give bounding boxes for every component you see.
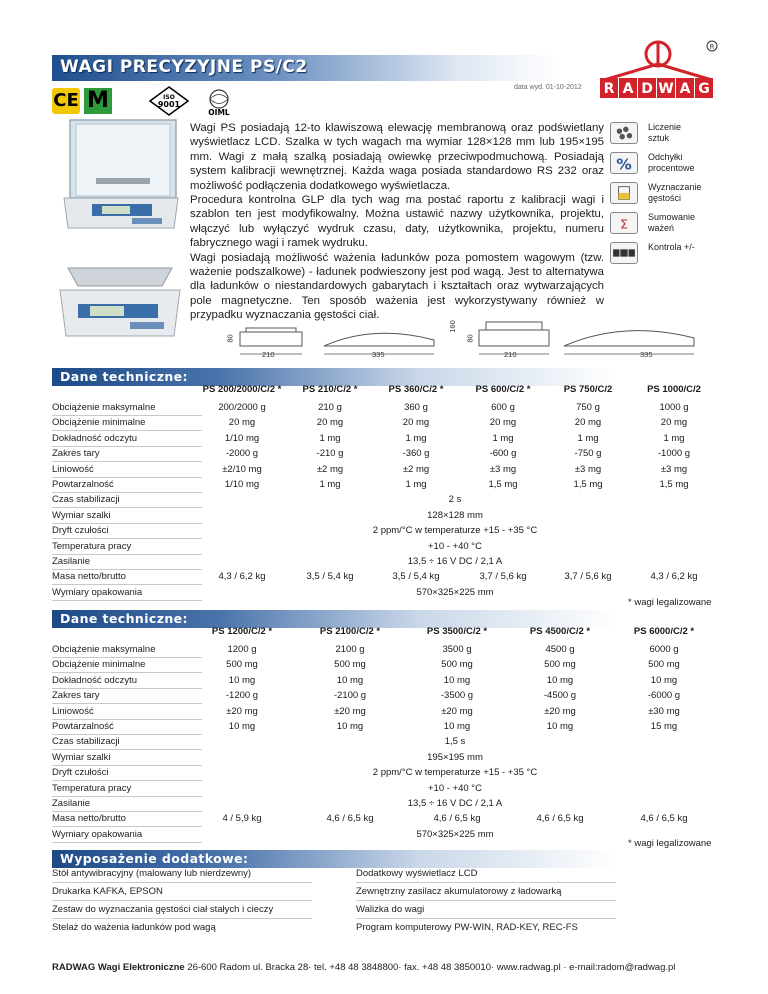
- table-cell: 20 mg: [574, 417, 602, 429]
- table-cell: -2100 g: [333, 690, 367, 702]
- row-label: Masa netto/brutto: [52, 813, 126, 825]
- table-cell: -4500 g: [543, 690, 577, 702]
- footer: [52, 962, 675, 973]
- table-cell: ±3 mg: [574, 463, 602, 475]
- model-header: PS 2100/C/2 *: [319, 626, 381, 637]
- table-cell: 1200 g: [227, 644, 257, 655]
- feature-label: sztuk: [648, 132, 670, 143]
- row-label: Wymiar szalki: [52, 509, 111, 521]
- accessory-item: Drukarka KAFKA, EPSON: [52, 886, 163, 897]
- row-label: Wymiary opakowania: [52, 586, 143, 598]
- table-cell: 500 mg: [334, 659, 366, 671]
- table-cell: 3500 g: [442, 644, 472, 655]
- table-cell: -1000 g: [657, 448, 691, 460]
- row-label: Czas stabilizacji: [52, 494, 120, 506]
- row-label: Powtarzalność: [52, 721, 114, 732]
- model-header: PS 600/C/2 *: [475, 384, 531, 395]
- product-description: [190, 121, 604, 323]
- footnote-legalized-2: * wagi legalizowane: [628, 838, 712, 849]
- mass-cell: 3,7 / 5,6 kg: [564, 571, 612, 583]
- row-label: Temperatura pracy: [52, 540, 132, 552]
- row-label: Obciążenie minimalne: [52, 417, 146, 429]
- model-header: PS 3500/C/2 *: [426, 626, 488, 637]
- table-cell: 200/2000 g: [218, 402, 266, 413]
- svg-text:G: G: [698, 81, 710, 97]
- row-label: Obciążenie maksymalne: [52, 402, 156, 413]
- ce-mark: CE: [52, 88, 80, 114]
- row-label: Dokładność odczytu: [52, 674, 138, 686]
- table-cell: 15 mg: [650, 721, 678, 732]
- table-cell: ±30 mg: [648, 705, 680, 717]
- feature-item: [610, 150, 720, 180]
- shared-cell: +10 - +40 °C: [428, 782, 482, 794]
- shared-cell: 2 s: [448, 494, 462, 506]
- feature-item: [610, 120, 720, 150]
- table-cell: -3500 g: [440, 690, 474, 702]
- table-cell: 1 mg: [319, 479, 341, 490]
- feature-label: Sumowanie: [648, 212, 696, 222]
- table-cell: 500 mg: [544, 659, 576, 671]
- row-label: Powtarzalność: [52, 479, 114, 490]
- table-cell: 20 mg: [402, 417, 430, 429]
- table-cell: 20 mg: [489, 417, 517, 429]
- row-label: Wymiar szalki: [52, 751, 111, 763]
- iso-top: ISO: [163, 94, 175, 101]
- shared-cell: +10 - +40 °C: [428, 540, 482, 552]
- table-cell: 10 mg: [336, 674, 364, 686]
- counting-icon: [610, 122, 638, 144]
- table-cell: 20 mg: [660, 417, 688, 429]
- table-cell: 10 mg: [546, 674, 574, 686]
- mass-cell: 3,7 / 5,6 kg: [479, 571, 527, 583]
- dim-height-a: 80: [225, 334, 235, 343]
- svg-text:W: W: [658, 81, 674, 97]
- table-cell: 750 g: [576, 402, 600, 413]
- row-label: Obciążenie minimalne: [52, 659, 146, 671]
- row-label: Temperatura pracy: [52, 782, 132, 794]
- shared-cell: 2 ppm/°C w temperaturze +15 - +35 °C: [372, 525, 538, 537]
- percent-icon: [610, 152, 638, 174]
- row-label: Dokładność odczytu: [52, 432, 138, 444]
- description-paragraph: Procedura kontrolna GLP dla tych wag ma postać raportu z kalibracji wagi i szablon ten jest modyfikowalny. Można ustawić nazwy użytkownika, projektu, włączyć lub wyłączyć wydruk czasu, daty, użytkownika, projektu, numeru fabrycznego wagi i ramek wydruku.: [190, 194, 604, 250]
- table-cell: 6000 g: [649, 644, 679, 655]
- feature-item: [610, 240, 720, 270]
- tech-table-2: [52, 624, 718, 839]
- package-cell: 570×325×225 mm: [416, 586, 494, 598]
- row-label: Zakres tary: [52, 690, 100, 702]
- section-header-tech-1: Dane techniczne:: [52, 368, 718, 386]
- mass-cell: 4,6 / 6,5 kg: [536, 813, 584, 825]
- svg-text:Σ: Σ: [619, 216, 629, 232]
- accessory-item: Stelaż do ważenia ładunków pod wagą: [52, 922, 216, 933]
- oiml-text: OIML: [208, 108, 230, 116]
- table-cell: -750 g: [574, 448, 602, 460]
- row-label: Zasilanie: [52, 556, 91, 567]
- row-label: Dryft czułości: [52, 525, 109, 537]
- footer-company: RADWAG Wagi Elektroniczne: [52, 962, 185, 973]
- shared-cell: 2 ppm/°C w temperaturze +15 - +35 °C: [372, 767, 538, 779]
- table-cell: 500 mg: [441, 659, 473, 671]
- table-cell: 10 mg: [228, 721, 256, 732]
- dim-width-a: 210: [262, 350, 275, 359]
- svg-text:A: A: [679, 81, 691, 97]
- table-cell: 1,5 mg: [659, 479, 689, 490]
- table-cell: ±20 mg: [226, 705, 258, 717]
- table-cell: ±2/10 mg: [222, 463, 262, 475]
- row-label: Czas stabilizacji: [52, 736, 120, 748]
- shared-cell: 13,5 ÷ 16 V DC / 2,1 A: [407, 798, 503, 809]
- package-cell: 570×325×225 mm: [416, 828, 494, 840]
- dim-height-b: 160: [447, 320, 457, 333]
- table-cell: 1000 g: [659, 402, 689, 413]
- row-label: Obciążenie maksymalne: [52, 644, 156, 655]
- radwag-logo: [598, 40, 718, 102]
- accessory-item: Stół antywibracyjny (malowany lub nierdzewny): [52, 868, 252, 879]
- table-cell: -6000 g: [647, 690, 681, 702]
- model-header: PS 360/C/2 *: [388, 384, 444, 395]
- table-cell: 20 mg: [228, 417, 256, 429]
- svg-text:%: %: [616, 155, 632, 174]
- product-photo-large-pan: [58, 250, 182, 340]
- m-mark: M: [84, 88, 112, 114]
- table-cell: 1/10 mg: [224, 479, 260, 490]
- table-cell: 1 mg: [577, 432, 599, 444]
- table-cell: 1,5 mg: [573, 479, 603, 490]
- model-header: PS 200/2000/C/2 *: [202, 384, 282, 395]
- feature-label: Liczenie: [648, 122, 682, 132]
- table-cell: ±2 mg: [402, 463, 430, 475]
- row-label: Zakres tary: [52, 448, 100, 460]
- feature-item: [610, 210, 720, 240]
- mass-cell: 4 / 5,9 kg: [222, 813, 262, 825]
- model-header: PS 1200/C/2 *: [211, 626, 273, 637]
- mass-cell: 4,3 / 6,2 kg: [218, 571, 266, 583]
- accessory-item: Dodatkowy wyświetlacz LCD: [356, 868, 478, 879]
- table-cell: 500 mg: [226, 659, 258, 671]
- accessory-item: Zestaw do wyznaczania gęstości ciał stałych i cieczy: [52, 904, 274, 915]
- feature-label: Kontrola +/-: [648, 242, 695, 252]
- table-cell: 10 mg: [443, 674, 471, 686]
- row-label: Zasilanie: [52, 798, 91, 809]
- page-title: WAGI PRECYZYJNE PS/C2: [60, 57, 308, 77]
- table-cell: -360 g: [402, 448, 430, 460]
- table-cell: 20 mg: [316, 417, 344, 429]
- mass-cell: 4,6 / 6,5 kg: [640, 813, 688, 825]
- footer-address: 26-600 Radom ul. Bracka 28· tel. +48 48 3848800· fax. +48 48 3850010· www.radwag.pl · e-mail:radom@radwag.pl: [187, 962, 676, 973]
- shared-cell: 195×195 mm: [427, 751, 483, 763]
- section-header-accessories: Wyposażenie dodatkowe:: [52, 850, 718, 868]
- table-cell: -2000 g: [225, 448, 259, 460]
- table-cell: 1 mg: [405, 479, 427, 490]
- iso-badge: [149, 86, 189, 116]
- dim-depth-a: 335: [372, 350, 385, 359]
- section-header-tech-2: Dane techniczne:: [52, 610, 718, 628]
- issue-date: data wyd. 01-10-2012: [514, 84, 582, 91]
- mass-cell: 4,3 / 6,2 kg: [650, 571, 698, 583]
- sum-icon: [610, 212, 638, 234]
- oiml-badge: [200, 88, 238, 116]
- dim-width-b: 210: [504, 350, 517, 359]
- row-label: Liniowość: [52, 705, 94, 717]
- table-cell: ±2 mg: [316, 463, 344, 475]
- svg-text:D: D: [641, 81, 653, 97]
- accessory-item: Walizka do wagi: [356, 904, 425, 915]
- feature-label: Odchyłki: [648, 152, 683, 162]
- tech-table-1: [52, 382, 718, 598]
- density-icon: [610, 182, 638, 204]
- feature-label: procentowe: [648, 162, 695, 173]
- table-cell: 10 mg: [336, 721, 364, 732]
- mass-cell: 4,6 / 6,5 kg: [433, 813, 481, 825]
- table-cell: ±20 mg: [441, 705, 473, 717]
- row-label: Masa netto/brutto: [52, 571, 126, 583]
- table-cell: 1 mg: [319, 432, 341, 444]
- shared-cell: 1,5 s: [444, 736, 466, 748]
- mass-cell: 3,5 / 5,4 kg: [392, 571, 440, 583]
- dim-depth-b: 335: [640, 350, 653, 359]
- table-cell: 1/10 mg: [224, 432, 260, 444]
- table-cell: -1200 g: [225, 690, 259, 702]
- table-cell: 1 mg: [405, 432, 427, 444]
- model-header: PS 210/C/2 *: [302, 384, 358, 395]
- table-cell: 210 g: [318, 402, 342, 413]
- description-paragraph: Wagi PS posiadają 12-to klawiszową elewację membranową oraz podświetlany wyświetlacz LCD. Szalka w tych wagach ma wymiar 128×128 mm lub 195×195 mm. Wagi z małą szalką posiadają owiewkę przeciwpodmuchową. Posiadają system kalibracji wewnętrznej. Każda waga posiada standardowo RS 232 oraz możliwość podłączenia dodatkowego wyświetlacza.: [190, 122, 604, 192]
- table-cell: 1 mg: [492, 432, 514, 444]
- description-paragraph: Wagi posiadają możliwość ważenia ładunków poza pomostem wagowym (tzw. ważenie podszalkowe) - ładunek podwieszony jest pod wagą. Jest to alternatywa dla ładunków o niestandardowych gabarytach i kształtach oraz wytwarzających pole magnetyczne. Ten sposób ważenia jest wykorzystywany również w przypadku wyznaczania gęstości ciał.: [190, 251, 604, 322]
- shared-cell: 128×128 mm: [427, 509, 483, 521]
- mass-cell: 3,5 / 5,4 kg: [306, 571, 354, 583]
- table-cell: -210 g: [316, 448, 344, 460]
- feature-item: [610, 180, 720, 210]
- svg-text:R: R: [709, 43, 715, 51]
- table-cell: ±3 mg: [660, 463, 688, 475]
- table-cell: 1 mg: [663, 432, 685, 444]
- table-cell: ±3 mg: [489, 463, 517, 475]
- model-header: PS 4500/C/2 *: [529, 626, 591, 637]
- table-cell: 10 mg: [546, 721, 574, 732]
- feature-label: Wyznaczanie: [648, 182, 702, 192]
- accessory-item: Zewnętrzny zasilacz akumulatorowy z ładowarką: [356, 886, 562, 897]
- table-cell: ±20 mg: [544, 705, 576, 717]
- table-cell: 4500 g: [545, 644, 575, 655]
- mass-cell: 4,6 / 6,5 kg: [326, 813, 374, 825]
- table-cell: 10 mg: [650, 674, 678, 686]
- title-bar: [52, 55, 560, 81]
- accessories-list: [52, 866, 718, 946]
- svg-text:A: A: [622, 81, 634, 97]
- model-header: PS 6000/C/2 *: [633, 626, 695, 637]
- model-header: PS 1000/C/2: [647, 384, 701, 395]
- checkweigh-icon: [610, 242, 638, 264]
- feature-label: ważeń: [648, 222, 675, 233]
- table-cell: 1,5 mg: [488, 479, 518, 490]
- accessory-item: Program komputerowy PW-WIN, RAD-KEY, REC-FS: [356, 922, 578, 933]
- svg-text:R: R: [603, 81, 615, 97]
- feature-label: gęstości: [648, 192, 682, 203]
- table-cell: 500 mg: [648, 659, 680, 671]
- row-label: Dryft czułości: [52, 767, 109, 779]
- table-cell: 600 g: [491, 402, 515, 413]
- product-photo-draft-shield: [62, 118, 180, 236]
- shared-cell: 13,5 ÷ 16 V DC / 2,1 A: [407, 556, 503, 567]
- table-cell: 10 mg: [443, 721, 471, 732]
- table-cell: 10 mg: [228, 674, 256, 686]
- table-cell: -600 g: [489, 448, 517, 460]
- row-label: Wymiary opakowania: [52, 828, 143, 840]
- table-cell: 360 g: [404, 402, 428, 413]
- row-label: Liniowość: [52, 463, 94, 475]
- table-cell: ±20 mg: [334, 705, 366, 717]
- footnote-legalized-1: * wagi legalizowane: [628, 597, 712, 608]
- model-header: PS 750/C/2: [563, 384, 613, 395]
- table-cell: 2100 g: [335, 644, 365, 655]
- iso-number: 9001: [157, 100, 181, 109]
- dim-height-b2: 80: [465, 334, 475, 343]
